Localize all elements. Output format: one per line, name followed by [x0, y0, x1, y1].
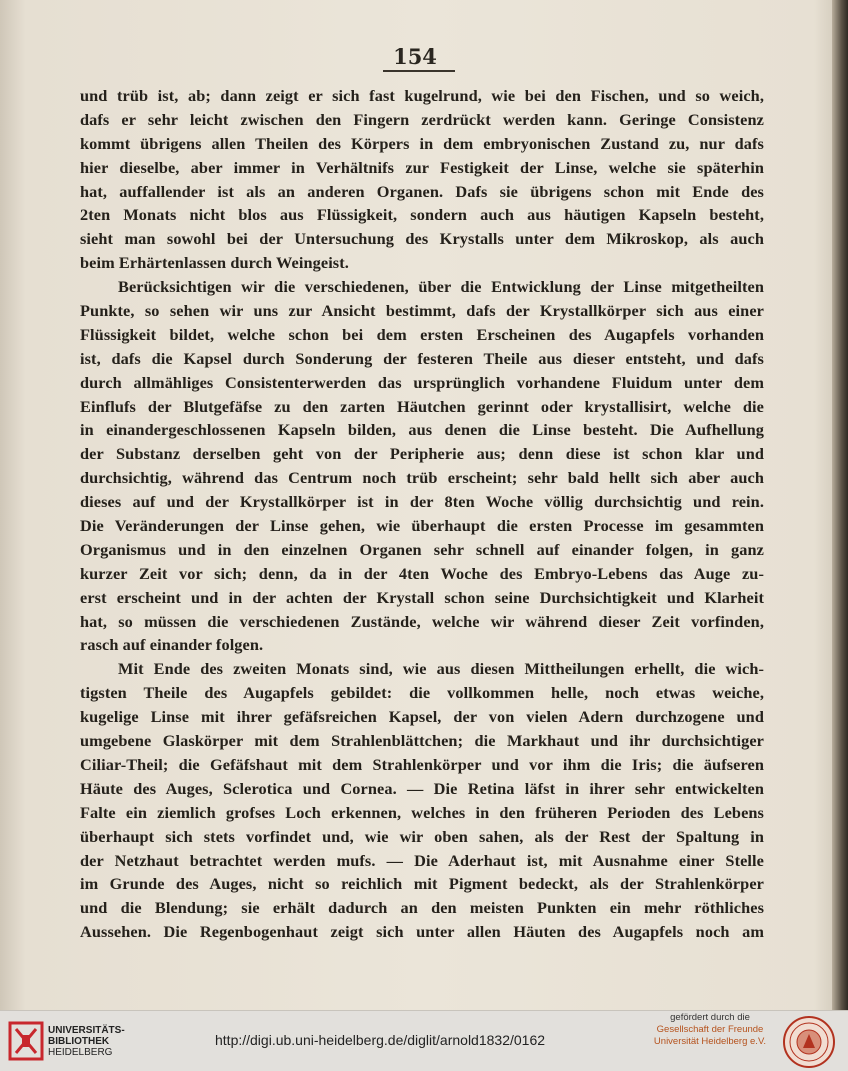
sponsor-credit[interactable] [650, 1012, 770, 1048]
text-line: Mit Ende des zweiten Monats sind, wie aus diesen Mittheilungen erhellt, die wich- [118, 659, 764, 679]
text-line: kommt übrigens allen Theilen des Körpers in dem embryonischen Zustand zu, nur dafs [80, 133, 764, 153]
text-line: beim Erhärtenlassen durch Weingeist. [80, 253, 349, 273]
library-name[interactable] [48, 1025, 125, 1058]
text-line: Ciliar-Theil; die Gefäfshaut mit dem Strahlenkörper und vor ihm die Iris; die äufseren [80, 754, 764, 774]
text-line: in einandergeschlossenen Kapseln bilden, aus denen die Linse besteht. Die Aufhellung [80, 420, 764, 440]
text-line: Berücksichtigen wir die verschiedenen, über die Entwicklung der Linse mitgetheilten [118, 277, 764, 297]
book-edge [832, 0, 848, 1010]
sponsor-line2: Gesellschaft der Freunde [656, 1024, 764, 1035]
page-number-rule [383, 70, 455, 72]
text-line: hat, so müssen die verschiedenen Zustände, welche wir während dieser Zeit vorfinden, [80, 611, 764, 631]
text-line: im Grunde des Auges, nicht so reichlich mit Pigment bedeckt, als der Strahlenkörper [80, 874, 764, 894]
footer-bar [0, 1010, 848, 1071]
text-line: kurzer Zeit vor sich; denn, da in der 4ten Woche des Embryo-Lebens das Auge zu- [80, 563, 764, 583]
text-line: dieses auf und der Krystallkörper ist in der 8ten Woche völlig durchsichtig und rein. [80, 492, 764, 512]
text-line: überhaupt sich stets vorfindet und, wie wir oben sahen, als der Rest der Spaltung in [80, 826, 764, 846]
text-line: und die Blendung; sie erhält dadurch an den meisten Punkten ein mehr röthliches [80, 898, 764, 918]
university-library-logo-icon[interactable] [8, 1019, 44, 1063]
text-line: hat, auffallender ist als an anderen Organen. Dafs sie übrigens schon mit Ende des [80, 181, 764, 201]
text-line: Die Veränderungen der Linse gehen, wie überhaupt die ersten Processe im gesammten [80, 516, 764, 536]
library-name-line2: BIBLIOTHEK [48, 1036, 110, 1047]
text-line: Punkte, so sehen wir uns zur Ansicht bestimmt, dafs der Krystallkörper sich aus einer [80, 301, 764, 321]
text-line: Häute des Auges, Sclerotica und Cornea. — Die Retina läfst in ihrer sehr entwickelten [80, 778, 764, 798]
text-line: Organismus und in den einzelnen Organen sehr schnell auf einander folgen, in ganz [80, 539, 764, 559]
text-line: tigsten Theile des Augapfels gebildet: die vollkommen helle, noch etwas weiche, [80, 683, 764, 703]
text-line: durchsichtig, während das Centrum noch trüb erscheint; sehr bald hellt sich aber auch [80, 468, 764, 488]
text-line: hier dieselbe, aber immer in Verhältnifs zur Festigkeit der Linse, welche sie späterhin [80, 157, 764, 177]
text-line: dafs er sehr leicht zwischen den Fingern zerdrückt werden kann. Geringe Consistenz [80, 109, 764, 129]
text-line: und trüb ist, ab; dann zeigt er sich fast kugelrund, wie bei den Fischen, und so weich, [80, 86, 764, 105]
text-line: der Substanz derselben geht von der Peripherie aus; denn diese ist schon klar und [80, 444, 764, 464]
text-line: Falte ein ziemlich grofses Loch erkennen, welches in den früheren Perioden des Lebens [80, 802, 764, 822]
library-name-line1: UNIVERSITÄTS- [48, 1025, 125, 1036]
text-line: Einflufs der Blutgefäfse zu den zarten Häutchen gerinnt oder krystallisirt, welche die [80, 396, 764, 416]
text-line: Flüssigkeit bildet, welche schon bei dem ersten Erscheinen des Augapfels vorhanden [80, 324, 764, 344]
permalink-url[interactable]: http://digi.ub.uni-heidelberg.de/diglit/arnold1832/0162 [215, 1032, 546, 1048]
text-line: umgebene Glaskörper mit dem Strahlenblättchen; die Markhaut und ihr durchsichtiger [80, 731, 764, 751]
text-line: erst erscheint und in der achten der Krystall schon seine Durchsichtigkeit und Klarheit [80, 587, 764, 607]
sponsor-line3: Universität Heidelberg e.V. [653, 1036, 767, 1047]
body-text [80, 84, 764, 944]
text-line: Aussehen. Die Regenbogenhaut zeigt sich unter allen Häuten des Augapfels noch am [80, 922, 764, 942]
text-line: kugelige Linse mit ihrer gefäfsreichen Kapsel, der von vielen Adern durchzogene und [80, 707, 764, 727]
text-line: der Netzhaut betrachtet werden mufs. — Die Aderhaut ist, mit Ausnahme einer Stelle [80, 850, 764, 870]
text-line: sieht man sowohl bei der Untersuchung des Krystalls unter dem Mikroskop, als auch [80, 229, 764, 249]
library-name-line3: HEIDELBERG [48, 1047, 113, 1058]
text-line: rasch auf einander folgen. [80, 635, 264, 655]
university-seal-icon[interactable] [782, 1015, 836, 1069]
page-number: 154 [393, 44, 437, 69]
text-line: ist, dafs die Kapsel durch Sonderung der festeren Theile aus dieser entsteht, und dafs [80, 348, 764, 368]
text-line: 2ten Monats nicht blos aus Flüssigkeit, sondern auch aus häutigen Kapseln besteht, [80, 205, 764, 225]
text-line: durch allmähliges Consistenterwerden das ursprünglich vorhandene Fluidum unter dem [80, 372, 764, 392]
sponsor-line1: gefördert durch die [670, 1012, 750, 1023]
